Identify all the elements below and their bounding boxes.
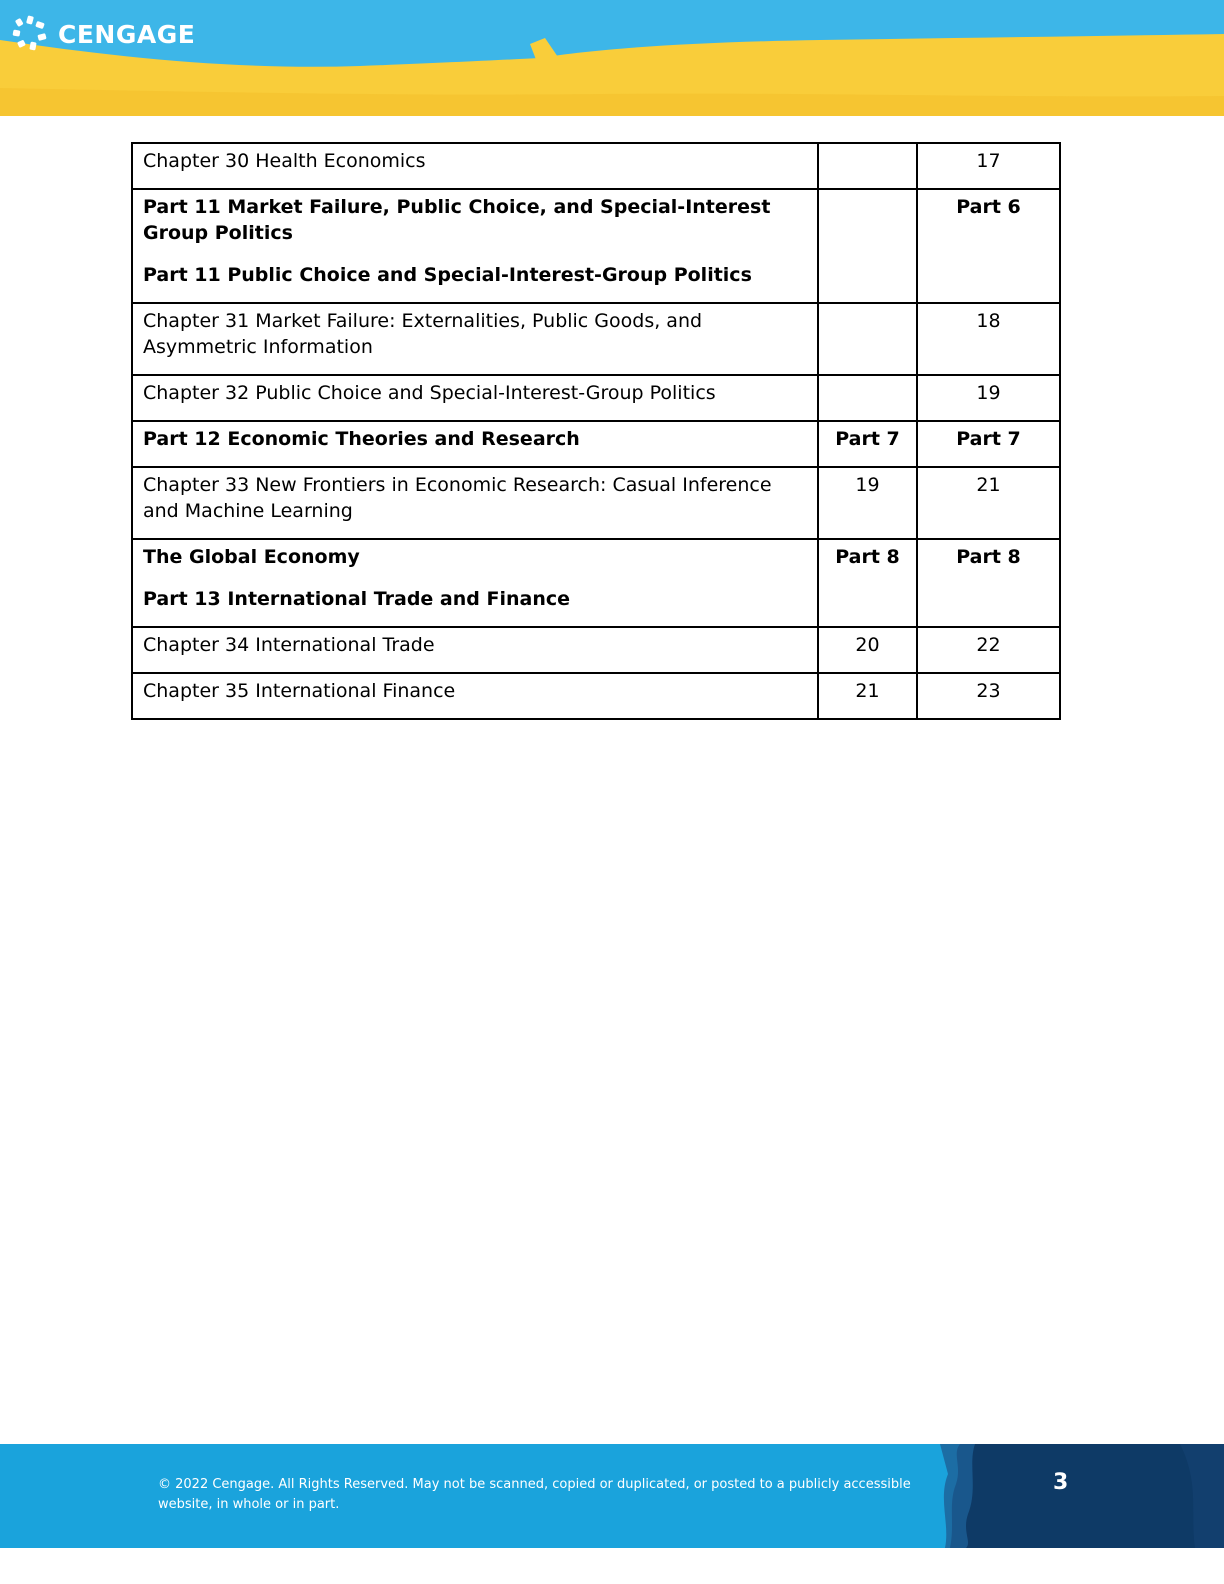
row-title: Part 12 Economic Theories and Research: [132, 421, 818, 467]
row-title-cell: [132, 539, 818, 627]
row-title: Chapter 35 International Finance: [132, 673, 818, 719]
toc-table: [131, 142, 1061, 720]
row-title: The Global Economy: [143, 546, 360, 568]
row-col3: 21: [917, 467, 1060, 539]
row-col3: 19: [917, 375, 1060, 421]
row-col2: [818, 375, 917, 421]
page-number: 3: [1053, 1470, 1069, 1495]
row-col3: Part 8: [917, 539, 1060, 627]
header-banner: [0, 0, 1224, 122]
table-row: [132, 189, 1060, 303]
cengage-logo-icon: [10, 14, 50, 54]
row-title-cell: [132, 189, 818, 303]
row-title-secondary: Part 11 Public Choice and Special-Interest-Group Politics: [143, 264, 752, 286]
row-col2: 20: [818, 627, 917, 673]
table-row: [132, 421, 1060, 467]
table-row: [132, 303, 1060, 375]
row-col3: 17: [917, 143, 1060, 189]
row-title-secondary: Part 13 International Trade and Finance: [143, 588, 571, 610]
row-col3: 23: [917, 673, 1060, 719]
row-title: Chapter 34 International Trade: [132, 627, 818, 673]
row-col3: 18: [917, 303, 1060, 375]
row-col2: [818, 189, 917, 303]
row-col2: [818, 303, 917, 375]
row-title: Chapter 31 Market Failure: Externalities, Public Goods, and Asymmetric Information: [132, 303, 818, 375]
copyright-text: © 2022 Cengage. All Rights Reserved. May not be scanned, copied or duplicated, or posted to a publicly accessible website, in whole or in part.: [158, 1477, 911, 1512]
table-row: [132, 143, 1060, 189]
row-col2: Part 8: [818, 539, 917, 627]
row-title: Chapter 30 Health Economics: [132, 143, 818, 189]
cengage-logo: [10, 14, 195, 54]
table-row: [132, 627, 1060, 673]
row-col2: Part 7: [818, 421, 917, 467]
row-col3: 22: [917, 627, 1060, 673]
row-title: Chapter 32 Public Choice and Special-Interest-Group Politics: [132, 375, 818, 421]
row-col3: Part 7: [917, 421, 1060, 467]
row-col3: Part 6: [917, 189, 1060, 303]
row-col2: 21: [818, 673, 917, 719]
table-row: [132, 467, 1060, 539]
footer-banner: [0, 1444, 1224, 1548]
table-row: [132, 375, 1060, 421]
table-row: [132, 539, 1060, 627]
row-col2: [818, 143, 917, 189]
row-title: Part 11 Market Failure, Public Choice, and Special-Interest Group Politics: [143, 196, 771, 244]
row-col2: 19: [818, 467, 917, 539]
cengage-logo-text: CENGAGE: [58, 19, 196, 49]
row-title: Chapter 33 New Frontiers in Economic Research: Casual Inference and Machine Learning: [132, 467, 818, 539]
table-row: [132, 673, 1060, 719]
